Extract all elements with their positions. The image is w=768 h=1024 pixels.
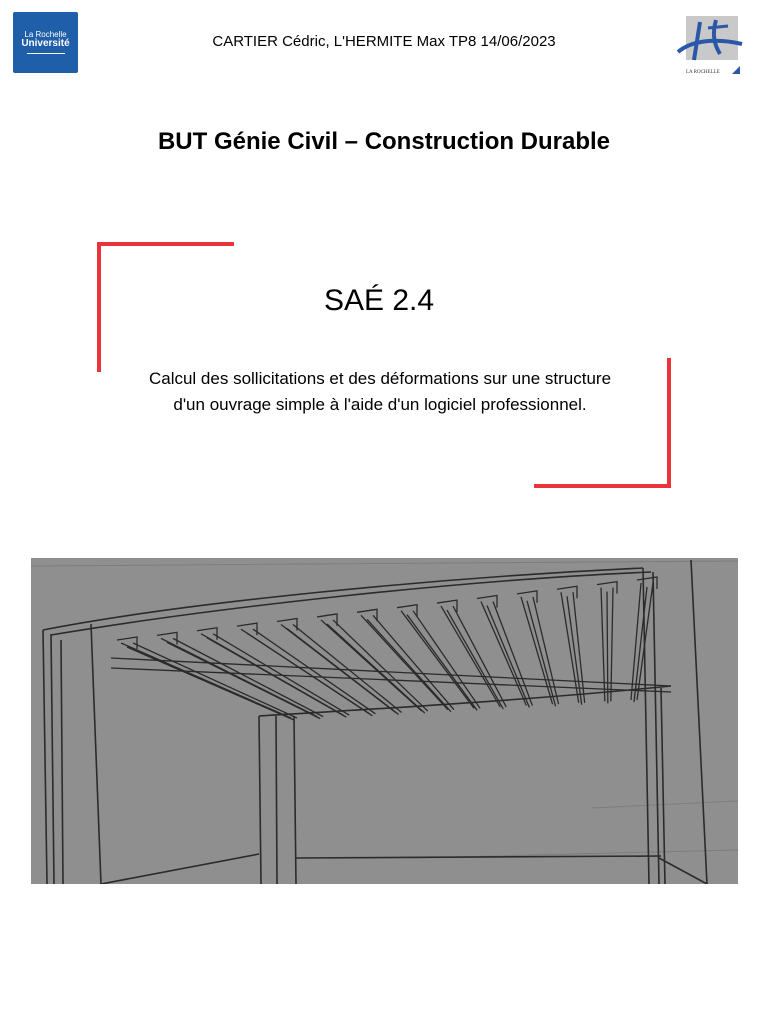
logo-line2: Université <box>21 37 70 49</box>
sketch-beam-line <box>607 592 608 704</box>
iut-logo-caption: LA ROCHELLE <box>686 70 720 75</box>
sae-title: SAÉ 2.4 <box>323 284 435 317</box>
logo-line1: La Rochelle <box>24 29 67 39</box>
logo-underline <box>27 53 65 54</box>
accent-corner-bottom-right-horizontal <box>534 484 671 488</box>
program-title: BUT Génie Civil – Construction Durable <box>157 128 611 155</box>
accent-corner-top-left-horizontal <box>97 242 234 246</box>
building-sketch-image <box>31 558 738 884</box>
authors-line: CARTIER Cédric, L'HERMITE Max TP8 14/06/2023 <box>212 33 556 50</box>
accent-corner-bottom-right-vertical <box>667 358 671 488</box>
sae-subtitle: Calcul des sollicitations et des déformations sur une structure d'un ouvrage simple à l'aide d'un logiciel professionnel. <box>148 369 612 414</box>
iut-logo-icon <box>672 14 744 76</box>
